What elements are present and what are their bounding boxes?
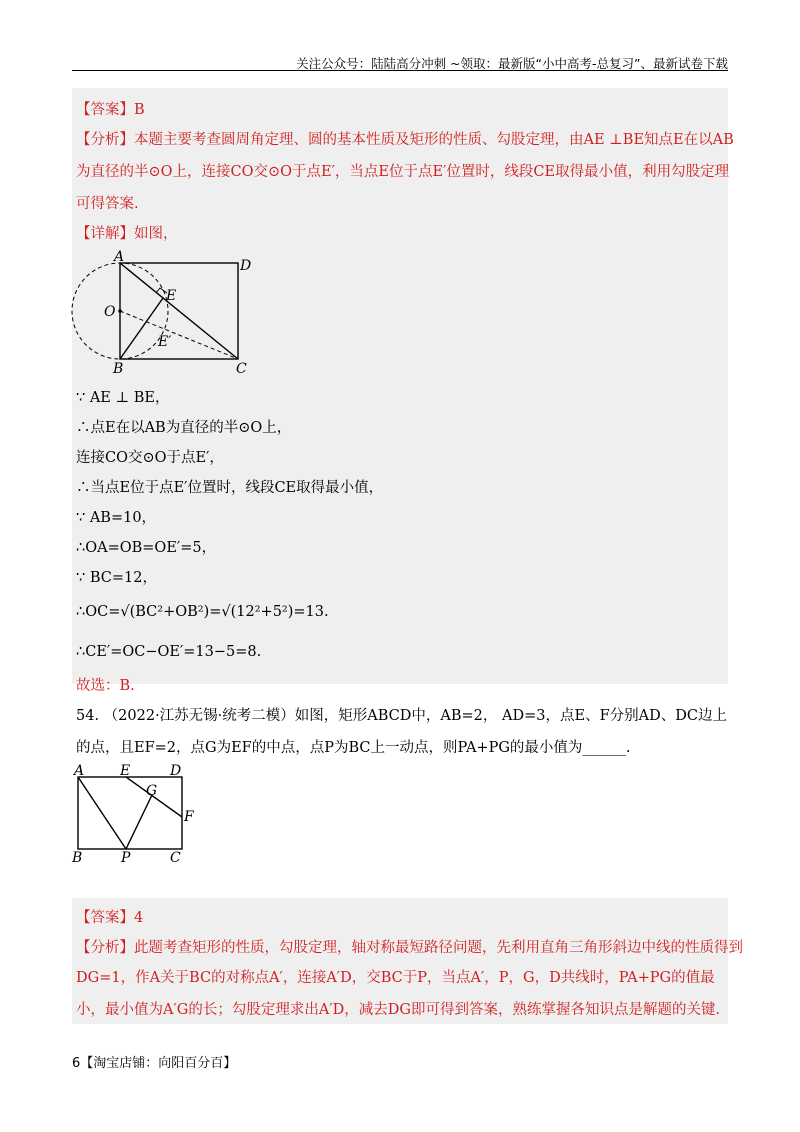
q54-question-line-2: 的点，且EF=2，点G为EF的中点，点P为BC上一动点，则PA+PG的最小值为______. — [76, 740, 631, 756]
q53-detail-label: 【详解】如图， — [76, 226, 178, 242]
q53-label-o: O — [104, 304, 116, 320]
page-header — [72, 40, 728, 71]
q53-line-be — [120, 298, 163, 359]
q54-label-c: C — [170, 850, 181, 866]
q53-step-4: ∴当点E位于点E′位置时，线段CE取得最小值， — [76, 480, 384, 496]
q53-step-7: ∵ BC=12， — [76, 570, 157, 586]
q53-step-1: ∵ AE ⊥ BE， — [76, 390, 170, 406]
q54-answer: 【答案】4 — [76, 910, 144, 926]
q54-label-p: P — [121, 850, 131, 866]
q53-step-2: ∴点E在以AB为直径的半⊙O上， — [76, 420, 292, 436]
q53-step-9: ∴CE′=OC−OE′=13−5=8. — [76, 644, 262, 660]
q53-analysis-line-2: 为直径的半⊙O上，连接CO交⊙O于点E′，当点E位于点E′位置时，线段CE取得最小值，利用勾股定理 — [76, 164, 730, 180]
q54-label-e: E — [120, 763, 131, 779]
q54-line-ap — [78, 777, 126, 849]
q54-analysis-line-3: 小，最小值为A′G的长；勾股定理求出A′D，减去DG即可得到答案，熟练掌握各知识点是解题的关键. — [76, 1002, 721, 1018]
q54-rectangle — [78, 777, 182, 849]
q54-label-a: A — [74, 763, 85, 779]
q53-label-e: E — [166, 288, 177, 304]
q54-line-pg — [126, 795, 152, 849]
q54-analysis-line-1: 【分析】此题考查矩形的性质，勾股定理，轴对称最短路径问题，先利用直角三角形斜边中线的性质得到 — [76, 940, 743, 956]
q53-analysis-line-3: 可得答案. — [76, 196, 139, 212]
q53-line-ac — [120, 263, 238, 359]
q54-figure — [66, 762, 206, 866]
q53-label-b: B — [113, 361, 124, 377]
q53-label-e-prime: E′ — [158, 334, 172, 350]
header-text: 关注公众号：陆陆高分冲刺 ~领取：最新版“小中高考-总复习”、最新试卷下载 — [296, 56, 728, 71]
q54-question-line-1: 54. （2022·江苏无锡·统考二模）如图，矩形ABCD中，AB=2， AD=3，点E、F分别AD、DC边上 — [76, 708, 727, 724]
q53-choose: 故选：B. — [76, 678, 135, 694]
page-footer: 6【淘宝店铺：向阳百分百】 — [72, 1056, 237, 1071]
q53-step-6: ∴OA=OB=OE′=5， — [76, 540, 217, 556]
q53-answer: 【答案】B — [76, 102, 145, 118]
q53-step-5: ∵ AB=10， — [76, 510, 157, 526]
q53-analysis-line-1: 【分析】本题主要考查圆周角定理、圆的基本性质及矩形的性质、勾股定理，由AE ⊥BE知点E在以AB — [76, 132, 734, 148]
q54-label-g: G — [146, 783, 158, 799]
q53-label-a: A — [114, 249, 125, 265]
q53-point-o — [118, 309, 122, 313]
q53-figure — [60, 248, 270, 378]
q54-label-f: F — [184, 809, 194, 825]
q54-label-b: B — [72, 850, 83, 866]
q53-label-d: D — [240, 258, 252, 274]
q53-step-3: 连接CO交⊙O于点E′， — [76, 450, 224, 466]
q54-analysis-line-2: DG=1，作A关于BC的对称点A′，连接A′D，交BC于P，当点A′，P，G，D共线时，PA+PG的值最 — [76, 970, 715, 986]
q54-label-d: D — [170, 763, 182, 779]
q53-label-c: C — [236, 361, 247, 377]
q53-step-8: ∴OC=√(BC²+OB²)=√(12²+5²)=13. — [76, 604, 329, 620]
